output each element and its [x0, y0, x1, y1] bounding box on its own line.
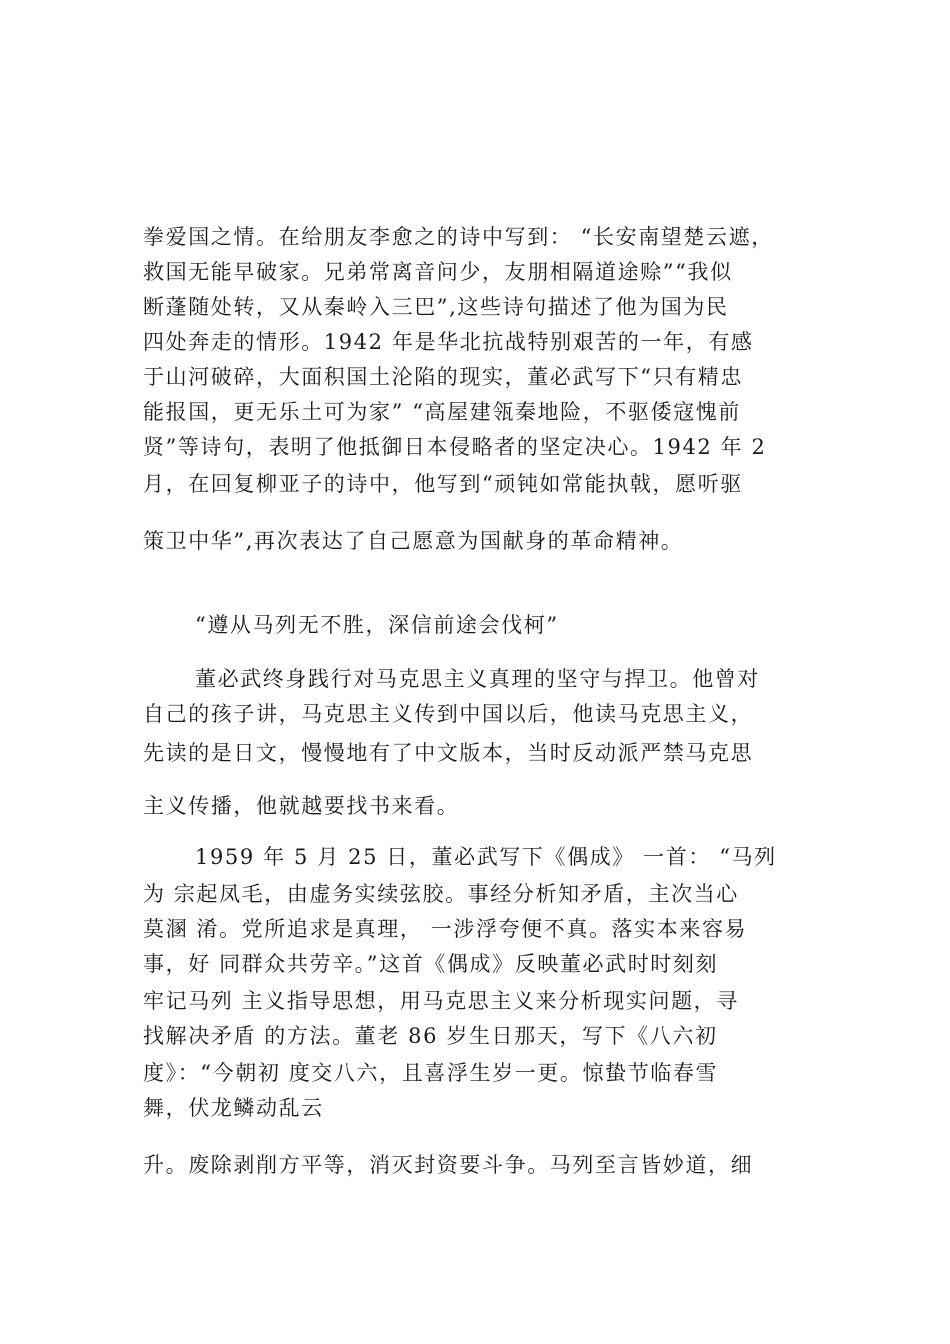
section-heading: “遵从马列无不胜，深信前途会伐柯”: [195, 613, 559, 637]
text-line: 1959 年 5 月 25 日，董必武写下《偶成》 一首： “马列: [195, 845, 777, 869]
text-line: 月，在回复柳亚子的诗中，他写到“顽钝如常能执戟，愿听驱: [143, 472, 743, 496]
text-line: 牢记马列 主义指导思想，用马克思主义来分析现实问题，寻: [143, 989, 739, 1013]
text-line: 贤”等诗句，表明了他抵御日本侵略者的坚定决心。1942 年 2: [143, 435, 767, 459]
text-line: 度》：“今朝初 度交八六，且喜浮生岁一更。惊蛰节临春雪: [143, 1061, 719, 1085]
text-line: 升。废除剥削方平等，消灭封资要斗争。马列至言皆妙道，细: [143, 1153, 754, 1177]
text-line: 舞，伏龙鳞动乱云: [143, 1096, 324, 1120]
text-line: 断蓬随处转，又从秦岭入三巴”,这些诗句描述了他为国为民: [143, 295, 729, 319]
text-line: 先读的是日文，慢慢地有了中文版本，当时反动派严禁马克思: [143, 741, 754, 765]
text-line: 董必武终身践行对马克思主义真理的坚守与捍卫。他曾对: [195, 667, 760, 691]
text-line: 策卫中华”,再次表达了自己愿意为国献身的革命精神。: [143, 529, 684, 553]
text-line: 救国无能早破家。兄弟常离音问少，友朋相隔道途赊”“我似: [143, 260, 733, 284]
text-line: 事，好 同群众共劳辛。”这首《偶成》反映董必武时时刻刻: [143, 952, 719, 976]
text-line: 为 宗起凤毛，由虚务实续弦胶。事经分析知矛盾，主次当心: [143, 882, 739, 906]
text-line: 莫溷 淆。党所追求是真理， 一涉浮夸便不真。落实本来容易: [143, 917, 748, 941]
text-line: 能报国，更无乐土可为家” “高屋建瓴秦地险，不驱倭寇愧前: [143, 400, 741, 424]
text-line: 于山河破碎，大面积国土沦陷的现实，董必武写下“只有精忠: [143, 365, 743, 389]
text-line: 拳爱国之情。在给朋友李愈之的诗中写到： “长安南望楚云遮，: [143, 225, 774, 249]
text-line: 找解决矛盾 的方法。董老 86 岁生日那天，写下《八六初: [143, 1024, 718, 1048]
text-line: 主义传播，他就越要找书来看。: [143, 794, 460, 818]
text-line: 四处奔走的情形。1942 年是华北抗战特别艰苦的一年，有感: [143, 330, 754, 354]
text-line: 自己的孩子讲，马克思主义传到中国以后，他读马克思主义，: [143, 702, 754, 726]
